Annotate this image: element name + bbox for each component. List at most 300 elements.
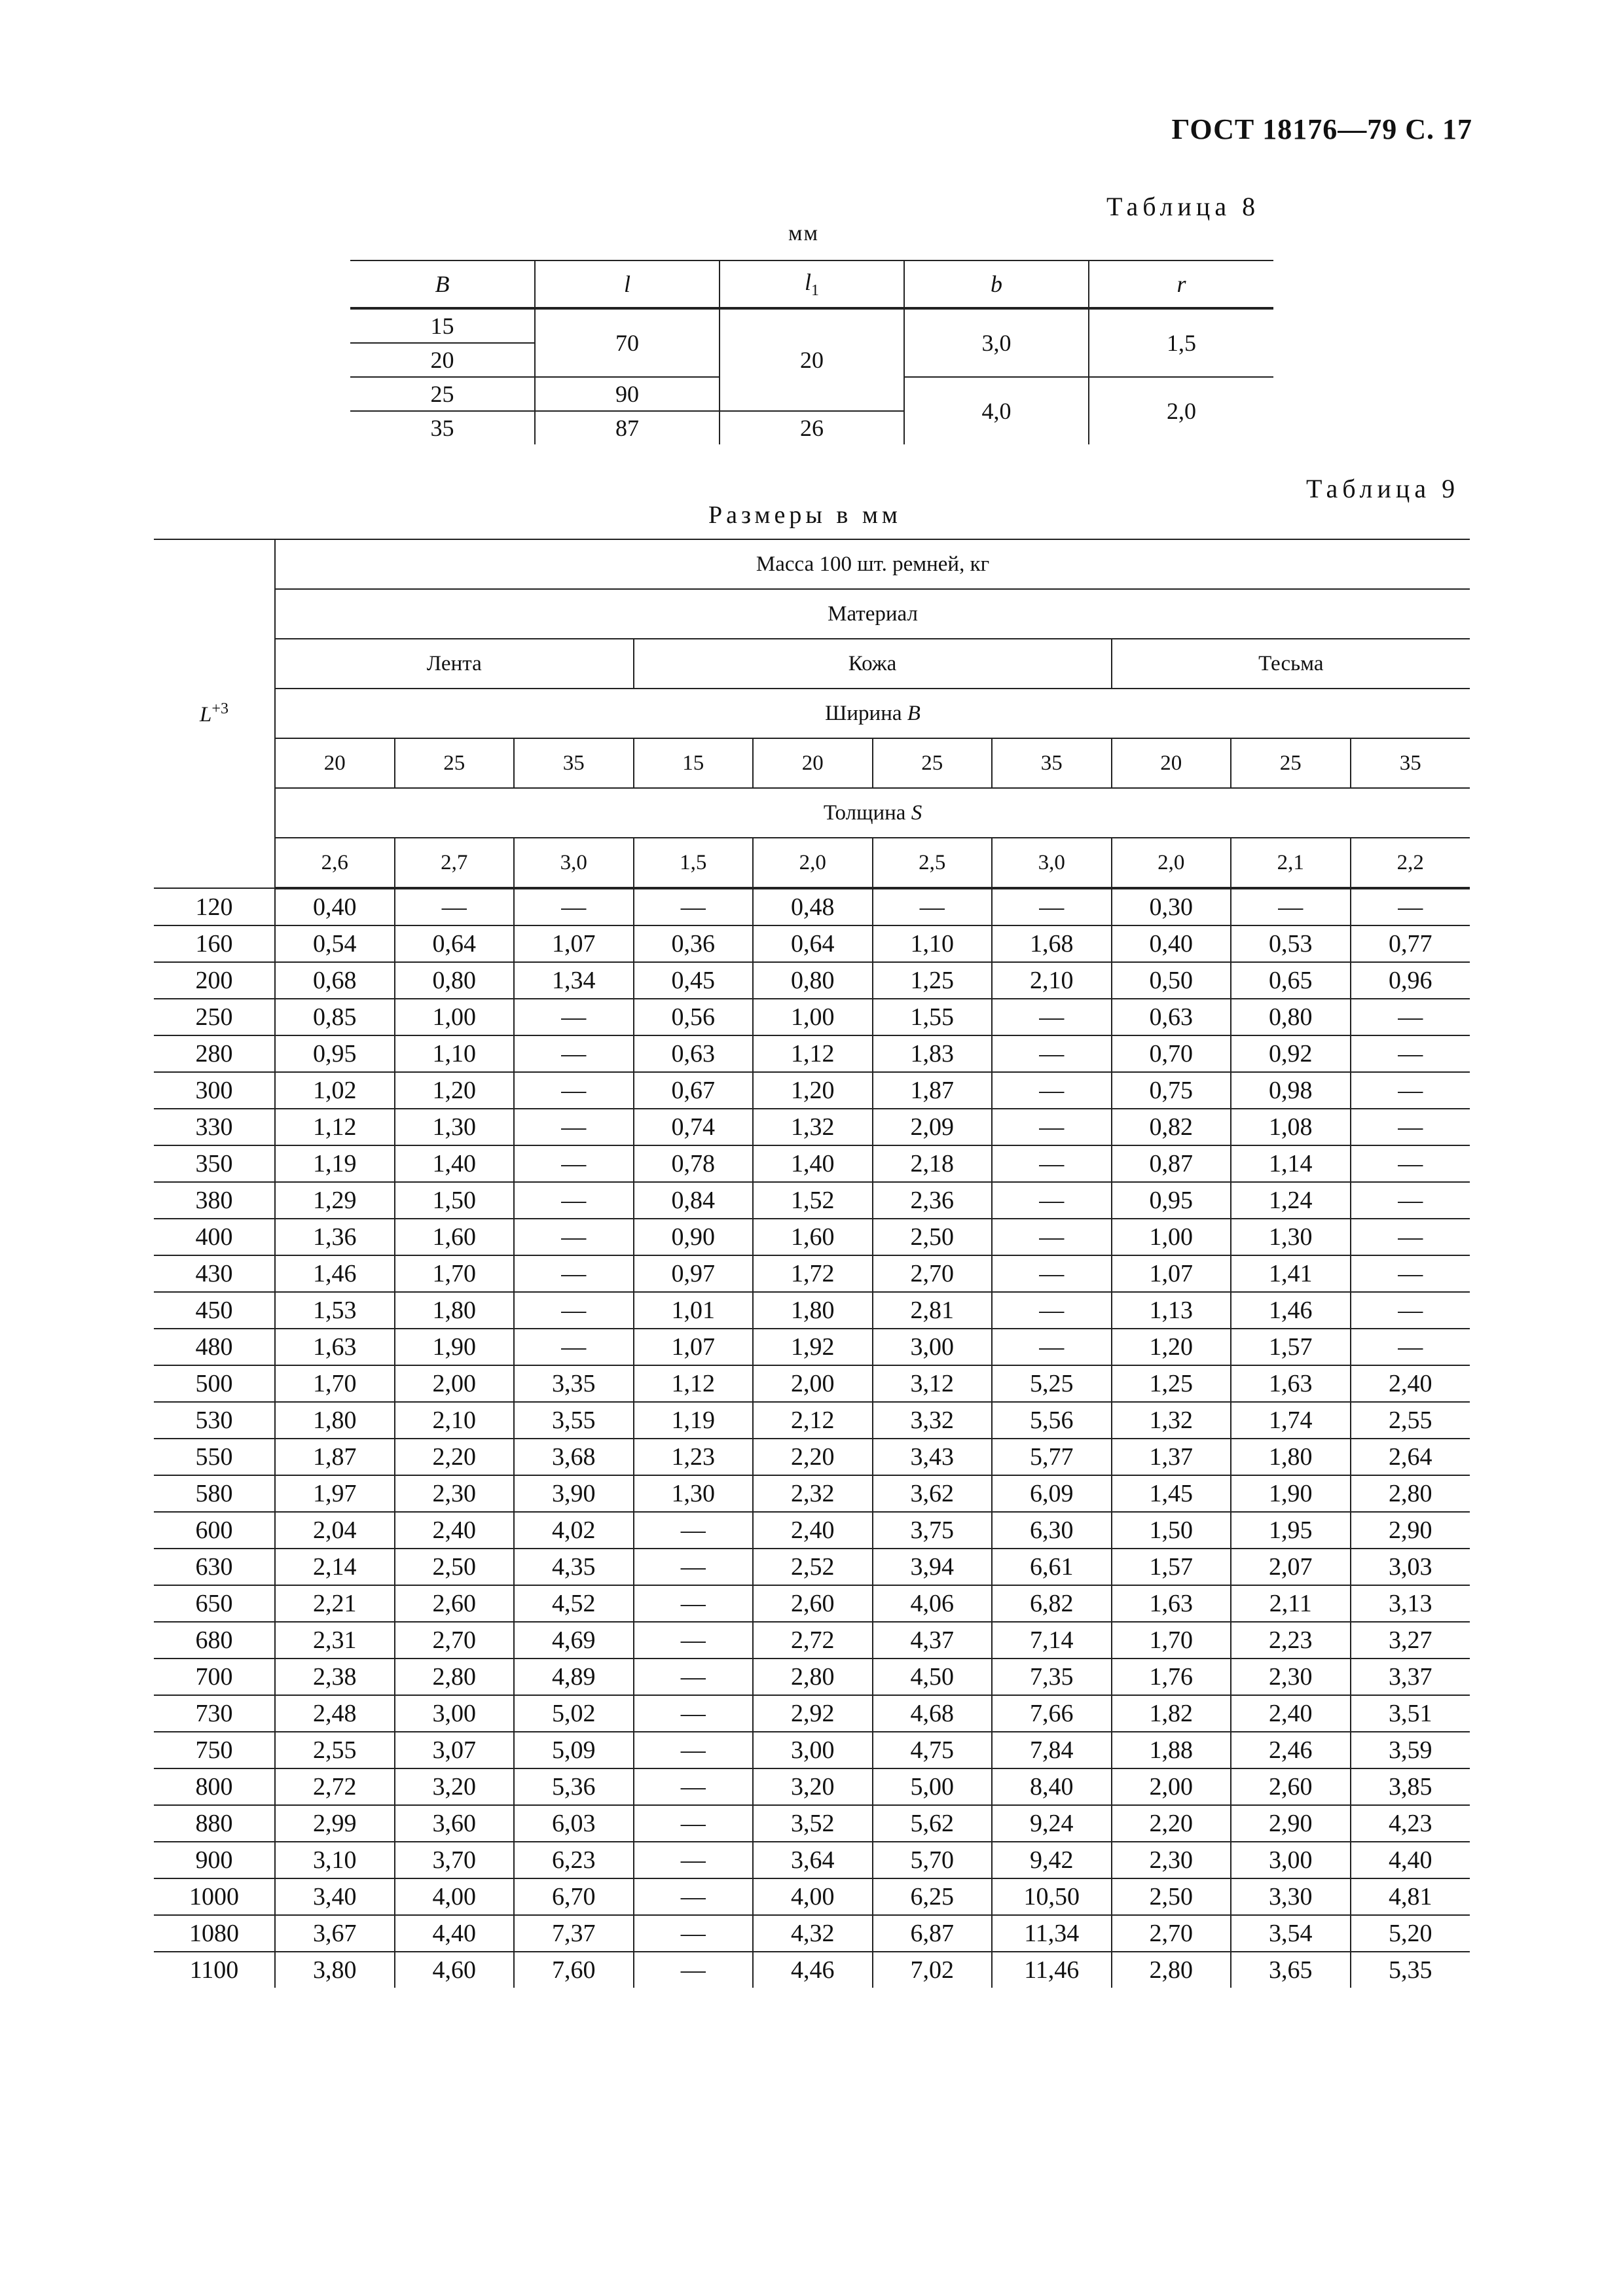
table9-width-cell: 20 [1112,738,1231,788]
table9-mass-cell: 4,00 [395,1878,515,1915]
table9-length-cell: 600 [154,1512,275,1549]
table9-mass-cell: 0,70 [1112,1035,1231,1072]
table9-mass-cell: 5,77 [992,1439,1112,1475]
table-row [154,1878,1470,1915]
table9-mass-cell: 1,24 [1231,1182,1351,1219]
table9-mass-cell: 0,63 [634,1035,754,1072]
table9-mass-cell: 3,10 [275,1842,395,1878]
table9-mass-cell: — [1351,1255,1470,1292]
table9-mass-cell: 4,40 [1351,1842,1470,1878]
table9-mass-cell: 2,11 [1231,1585,1351,1622]
table9-mass-cell: 5,70 [873,1842,993,1878]
table9-mass-cell: 2,80 [1351,1475,1470,1512]
table9-mass-cell: 1,36 [275,1219,395,1255]
table9-mass-cell: 0,45 [634,962,754,999]
table9-mass-cell: — [514,1219,634,1255]
table9-mass-cell: 2,21 [275,1585,395,1622]
table9-length-cell: 700 [154,1659,275,1695]
table9-length-cell: 1100 [154,1952,275,1988]
table9-mass-cell: — [992,1145,1112,1182]
table9-length-cell: 880 [154,1805,275,1842]
table9-length-cell: 730 [154,1695,275,1732]
table8-col-B: B [350,260,535,308]
table9-mass-cell: 1,07 [1112,1255,1231,1292]
table9-mass-cell: 5,56 [992,1402,1112,1439]
table9-mass-cell: 1,02 [275,1072,395,1109]
table9-mass-cell: 6,25 [873,1878,993,1915]
table9-mass-cell: 1,30 [395,1109,515,1145]
table-row [154,1475,1470,1512]
table9-length-cell: 120 [154,888,275,925]
table-row [154,1219,1470,1255]
table9-mass-cell: 0,63 [1112,999,1231,1035]
table9-mass-cell: 1,23 [634,1439,754,1475]
table9-mass-cell: — [395,888,515,925]
table9-thickness-cell: 3,0 [992,838,1112,888]
table9-length-cell: 350 [154,1145,275,1182]
table9-length-cell: 630 [154,1549,275,1585]
table9-mass-cell: 3,85 [1351,1768,1470,1805]
table9-mass-cell: 3,80 [275,1952,395,1988]
table9-mass-cell: 3,00 [1231,1842,1351,1878]
table9-thickness-header: Толщина S [275,788,1470,838]
table9-mass-cell: 2,32 [753,1475,873,1512]
table9-mass-cell: — [992,1255,1112,1292]
table8-cell: 70 [535,308,720,377]
table9-mass-cell: 1,20 [1112,1329,1231,1365]
table9-mass-cell: 1,50 [395,1182,515,1219]
table9-mass-cell: 5,25 [992,1365,1112,1402]
table9-mass-cell: 1,10 [395,1035,515,1072]
table9-mass-cell: 2,40 [395,1512,515,1549]
table9-mass-cell: — [634,1952,754,1988]
table9-mass-cell: 6,23 [514,1842,634,1878]
table9-mass-cell: 1,37 [1112,1439,1231,1475]
table9-mass-cell: 1,07 [514,925,634,962]
table9 [154,539,1470,1988]
table-row [154,1402,1470,1439]
table9-mass-cell: 2,00 [753,1365,873,1402]
table9-mass-cell: 0,85 [275,999,395,1035]
table9-mass-cell: — [634,1695,754,1732]
table9-mass-cell: 1,90 [395,1329,515,1365]
table9-mass-cell: 1,10 [873,925,993,962]
table9-mass-cell: 2,80 [1112,1952,1231,1988]
table9-mass-cell: 1,63 [1231,1365,1351,1402]
table9-mass-cell: — [1351,888,1470,925]
table9-width-cell: 20 [275,738,395,788]
table9-length-cell: 750 [154,1732,275,1768]
table9-mass-cell: 1,53 [275,1292,395,1329]
table9-mass-cell: 3,65 [1231,1952,1351,1988]
table9-mass-cell: 0,53 [1231,925,1351,962]
table9-width-cell: 25 [395,738,515,788]
table9-mass-cell: 0,64 [395,925,515,962]
table9-thickness-cell: 3,0 [514,838,634,888]
table9-width-cell: 35 [1351,738,1470,788]
table9-mass-cell: 3,90 [514,1475,634,1512]
table9-mass-cell: 0,95 [275,1035,395,1072]
table9-mass-cell: — [634,1512,754,1549]
table9-mass-cell: — [634,1878,754,1915]
table9-mass-cell: — [514,1109,634,1145]
table9-mass-cell: 1,52 [753,1182,873,1219]
table9-mass-cell: 1,08 [1231,1109,1351,1145]
table9-mass-cell: 0,96 [1351,962,1470,999]
table9-length-cell: 380 [154,1182,275,1219]
table9-mass-cell: 2,38 [275,1659,395,1695]
table9-mass-cell: 1,70 [275,1365,395,1402]
table9-mass-cell: 3,94 [873,1549,993,1585]
table9-mass-cell: 3,30 [1231,1878,1351,1915]
table9-mass-cell: 0,95 [1112,1182,1231,1219]
table9-mass-cell: 2,70 [395,1622,515,1659]
table9-mass-cell: 0,97 [634,1255,754,1292]
table9-mass-cell: 0,30 [1112,888,1231,925]
table9-mass-cell: — [1351,1182,1470,1219]
table9-mass-cell: 0,82 [1112,1109,1231,1145]
table9-mass-cell: 1,32 [753,1109,873,1145]
table9-mass-cell: 1,63 [1112,1585,1231,1622]
table9-unit: Размеры в мм [708,501,902,529]
table9-length-cell: 580 [154,1475,275,1512]
table9-mass-cell: 0,67 [634,1072,754,1109]
table-row [154,925,1470,962]
table9-mass-cell: 1,70 [395,1255,515,1292]
table9-mass-cell: 0,54 [275,925,395,962]
table9-mass-cell: 1,95 [1231,1512,1351,1549]
table9-mass-cell: 3,20 [395,1768,515,1805]
table9-mass-cell: 3,75 [873,1512,993,1549]
table9-mass-cell: 6,30 [992,1512,1112,1549]
table9-mass-cell: 1,74 [1231,1402,1351,1439]
table9-mass-cell: — [634,1915,754,1952]
table8-col-b: b [904,260,1089,308]
table9-mass-cell: — [514,999,634,1035]
table9-mass-cell: 4,35 [514,1549,634,1585]
table9-mass-cell: 2,50 [395,1549,515,1585]
table9-mass-cell: 3,59 [1351,1732,1470,1768]
table9-mass-cell: 2,12 [753,1402,873,1439]
table9-mass-cell: 2,30 [1231,1659,1351,1695]
table9-mass-cell: 2,92 [753,1695,873,1732]
table9-mass-cell: 6,61 [992,1549,1112,1585]
table9-mass-cell: — [1231,888,1351,925]
table9-mass-cell: 1,97 [275,1475,395,1512]
table9-mass-cell: — [1351,1329,1470,1365]
table9-thickness-cell: 2,5 [873,838,993,888]
table9-mass-cell: 0,74 [634,1109,754,1145]
table9-mass-cell: 5,36 [514,1768,634,1805]
table9-mass-cell: 1,40 [753,1145,873,1182]
table9-mass-cell: 2,00 [1112,1768,1231,1805]
table9-mass-cell: 1,60 [395,1219,515,1255]
table9-mass-cell: 3,55 [514,1402,634,1439]
table-row [154,1549,1470,1585]
table9-mass-cell: 11,46 [992,1952,1112,1988]
table9-mass-cell: 1,19 [634,1402,754,1439]
table9-mass-cell: 4,32 [753,1915,873,1952]
table9-material-kozha: Кожа [634,639,1112,689]
table9-mass-cell: 2,90 [1351,1512,1470,1549]
table9-mass-cell: 7,66 [992,1695,1112,1732]
table9-mass-cell: 3,64 [753,1842,873,1878]
table9-mass-cell: 1,88 [1112,1732,1231,1768]
table9-width-cell: 25 [873,738,993,788]
table9-mass-cell: 3,51 [1351,1695,1470,1732]
table8-cell: 26 [720,411,904,444]
table9-mass-cell: 4,89 [514,1659,634,1695]
table9-mass-cell: — [992,1182,1112,1219]
table9-mass-cell: — [514,1145,634,1182]
table9-mass-cell: 0,90 [634,1219,754,1255]
table9-mass-cell: 1,20 [753,1072,873,1109]
table9-mass-cell: — [873,888,993,925]
table9-mass-cell: 1,70 [1112,1622,1231,1659]
table9-mass-cell: 1,92 [753,1329,873,1365]
table-row [154,1952,1470,1988]
table9-mass-cell: 1,80 [395,1292,515,1329]
table9-mass-cell: 1,00 [1112,1219,1231,1255]
table9-mass-cell: 0,75 [1112,1072,1231,1109]
table9-mass-cell: 5,20 [1351,1915,1470,1952]
table9-mass-cell: 3,43 [873,1439,993,1475]
table9-mass-cell: 7,02 [873,1952,993,1988]
table9-mass-cell: 1,41 [1231,1255,1351,1292]
table9-mass-cell: 0,36 [634,925,754,962]
table9-mass-cell: 2,46 [1231,1732,1351,1768]
table-row [154,1255,1470,1292]
table9-mass-cell: 1,83 [873,1035,993,1072]
table9-width-cell: 35 [992,738,1112,788]
table9-mass-cell: 10,50 [992,1878,1112,1915]
table9-mass-cell: — [992,1109,1112,1145]
table9-length-cell: 480 [154,1329,275,1365]
table9-mass-cell: 0,98 [1231,1072,1351,1109]
table9-mass-cell: 0,92 [1231,1035,1351,1072]
table9-mass-cell: 0,80 [753,962,873,999]
table8-cell: 90 [535,377,720,411]
table9-mass-cell: 0,80 [1231,999,1351,1035]
table9-length-cell: 650 [154,1585,275,1622]
table-row [154,1512,1470,1549]
table9-mass-cell: 5,35 [1351,1952,1470,1988]
table9-mass-cell: 1,13 [1112,1292,1231,1329]
table9-mass-cell: 4,02 [514,1512,634,1549]
table9-mass-cell: — [992,1072,1112,1109]
table-row [154,1842,1470,1878]
table9-material-tesma: Тесьма [1112,639,1470,689]
table9-mass-cell: 0,40 [275,888,395,925]
table9-mass-cell: 1,80 [275,1402,395,1439]
table9-mass-cell: 0,68 [275,962,395,999]
table9-mass-cell: 2,20 [395,1439,515,1475]
table9-mass-cell: 4,68 [873,1695,993,1732]
table9-mass-cell: — [634,1842,754,1878]
table9-mass-cell: 6,09 [992,1475,1112,1512]
table9-length-cell: 500 [154,1365,275,1402]
table9-mass-cell: 3,62 [873,1475,993,1512]
table8-cell: 3,0 [904,308,1089,377]
table9-length-cell: 280 [154,1035,275,1072]
table9-mass-cell: 1,57 [1231,1329,1351,1365]
table9-mass-cell: — [634,1768,754,1805]
table9-mass-cell: — [992,1035,1112,1072]
table9-mass-cell: — [992,1329,1112,1365]
table9-mass-cell: — [634,1622,754,1659]
table9-mass-cell: 2,52 [753,1549,873,1585]
table9-mass-cell: 2,23 [1231,1622,1351,1659]
table9-mass-cell: 3,00 [395,1695,515,1732]
table9-mass-cell: 2,90 [1231,1805,1351,1842]
table9-mass-cell: 1,55 [873,999,993,1035]
table8-col-r: r [1089,260,1273,308]
table9-mass-cell: 0,56 [634,999,754,1035]
table9-material-lenta: Лента [275,639,634,689]
table9-mass-cell: — [1351,1219,1470,1255]
table9-mass-cell: 1,60 [753,1219,873,1255]
table9-mass-cell: 2,50 [1112,1878,1231,1915]
table9-mass-cell: 0,77 [1351,925,1470,962]
table9-mass-cell: — [514,1292,634,1329]
table9-mass-cell: 2,31 [275,1622,395,1659]
table9-mass-cell: 0,40 [1112,925,1231,962]
table9-length-cell: 530 [154,1402,275,1439]
table9-mass-cell: — [1351,1145,1470,1182]
table9-length-cell: 900 [154,1842,275,1878]
table9-mass-cell: 0,78 [634,1145,754,1182]
table9-width-cell: 20 [753,738,873,788]
table9-mass-cell: — [1351,1109,1470,1145]
table9-mass-cell: — [992,1292,1112,1329]
table-row [154,1805,1470,1842]
table9-mass-cell: 3,00 [753,1732,873,1768]
table9-length-cell: 450 [154,1292,275,1329]
table9-mass-cell: 6,70 [514,1878,634,1915]
table9-mass-cell: 2,10 [992,962,1112,999]
table-row [154,1659,1470,1695]
table9-mass-cell: 11,34 [992,1915,1112,1952]
table9-mass-cell: 2,18 [873,1145,993,1182]
table9-length-cell: 1000 [154,1878,275,1915]
table9-mass-cell: 5,62 [873,1805,993,1842]
table9-mass-cell: 1,87 [873,1072,993,1109]
table9-mass-cell: 6,82 [992,1585,1112,1622]
table8 [350,260,1273,444]
table-row [154,1365,1470,1402]
table9-mass-cell: 3,00 [873,1329,993,1365]
table9-mass-cell: 0,65 [1231,962,1351,999]
table9-mass-cell: 1,30 [1231,1219,1351,1255]
table9-mass-cell: 2,81 [873,1292,993,1329]
table9-mass-cell: 2,60 [1231,1768,1351,1805]
table9-mass-cell: 2,00 [395,1365,515,1402]
table9-length-cell: 250 [154,999,275,1035]
table-row [154,1145,1470,1182]
table9-mass-cell: 4,46 [753,1952,873,1988]
table9-thickness-cell: 2,1 [1231,838,1351,888]
table9-mass-cell: — [1351,1035,1470,1072]
table9-mass-cell: 1,46 [275,1255,395,1292]
table9-width-cell: 25 [1231,738,1351,788]
table9-length-cell: 300 [154,1072,275,1109]
table9-thickness-row [154,838,1470,888]
table9-mass-cell: 2,64 [1351,1439,1470,1475]
table8-col-l: l [535,260,720,308]
table9-mass-cell: — [1351,1292,1470,1329]
table9-mass-cell: 3,52 [753,1805,873,1842]
table9-mass-cell: — [634,1659,754,1695]
table-row [154,1439,1470,1475]
table8-cell: 4,0 [904,377,1089,444]
table9-mass-cell: 1,29 [275,1182,395,1219]
table9-mass-cell: 2,70 [1112,1915,1231,1952]
table9-length-cell: 160 [154,925,275,962]
table-row [154,1072,1470,1109]
table9-mass-cell: 0,87 [1112,1145,1231,1182]
table9-mass-cell: 3,20 [753,1768,873,1805]
table9-mass-cell: 6,87 [873,1915,993,1952]
table9-mass-cell: 2,07 [1231,1549,1351,1585]
table8-cell: 1,5 [1089,308,1273,377]
table9-mass-cell: 5,02 [514,1695,634,1732]
table9-mass-cell: — [514,1255,634,1292]
table9-mass-cell: 1,14 [1231,1145,1351,1182]
table-row [154,999,1470,1035]
table9-mass-cell: 4,81 [1351,1878,1470,1915]
table9-mass-cell: 4,06 [873,1585,993,1622]
table8-cell: 2,0 [1089,377,1273,444]
table8-unit: мм [788,221,820,245]
table8-cell: 87 [535,411,720,444]
table9-mass-cell: 7,14 [992,1622,1112,1659]
table9-mass-cell: 2,80 [395,1659,515,1695]
table9-mass-cell: 2,40 [1351,1365,1470,1402]
table8-cell: 15 [350,308,535,343]
table9-mass-cell: 1,90 [1231,1475,1351,1512]
table-row [154,1695,1470,1732]
table8-caption: Таблица 8 [1106,192,1260,221]
table9-mass-cell: 5,00 [873,1768,993,1805]
table9-mass-cell: 1,50 [1112,1512,1231,1549]
table9-mass-cell: 1,80 [753,1292,873,1329]
table9-mass-cell: 1,00 [395,999,515,1035]
table9-mass-cell: — [1351,1072,1470,1109]
table-row [154,888,1470,925]
table9-mass-cell: 3,70 [395,1842,515,1878]
table9-mass-cell: — [634,1732,754,1768]
table9-mass-cell: 2,36 [873,1182,993,1219]
table9-caption: Таблица 9 [1306,474,1460,503]
table9-mass-cell: 6,03 [514,1805,634,1842]
table9-width-header: Ширина B [275,689,1470,738]
table-row [350,308,1273,343]
table8-cell: 25 [350,377,535,411]
table-row [154,1622,1470,1659]
table9-mass-cell: 2,40 [753,1512,873,1549]
table9-mass-cell: 1,46 [1231,1292,1351,1329]
table9-mass-cell: 2,60 [395,1585,515,1622]
table9-mass-cell: 4,75 [873,1732,993,1768]
table9-mass-cell: 4,40 [395,1915,515,1952]
table9-mass-cell: 3,07 [395,1732,515,1768]
table9-length-cell: 400 [154,1219,275,1255]
table9-mass-cell: 2,40 [1231,1695,1351,1732]
table9-mass-cell: — [634,888,754,925]
table8-header-row [350,260,1273,308]
table9-mass-cell: 3,27 [1351,1622,1470,1659]
table9-mass-cell: 4,50 [873,1659,993,1695]
